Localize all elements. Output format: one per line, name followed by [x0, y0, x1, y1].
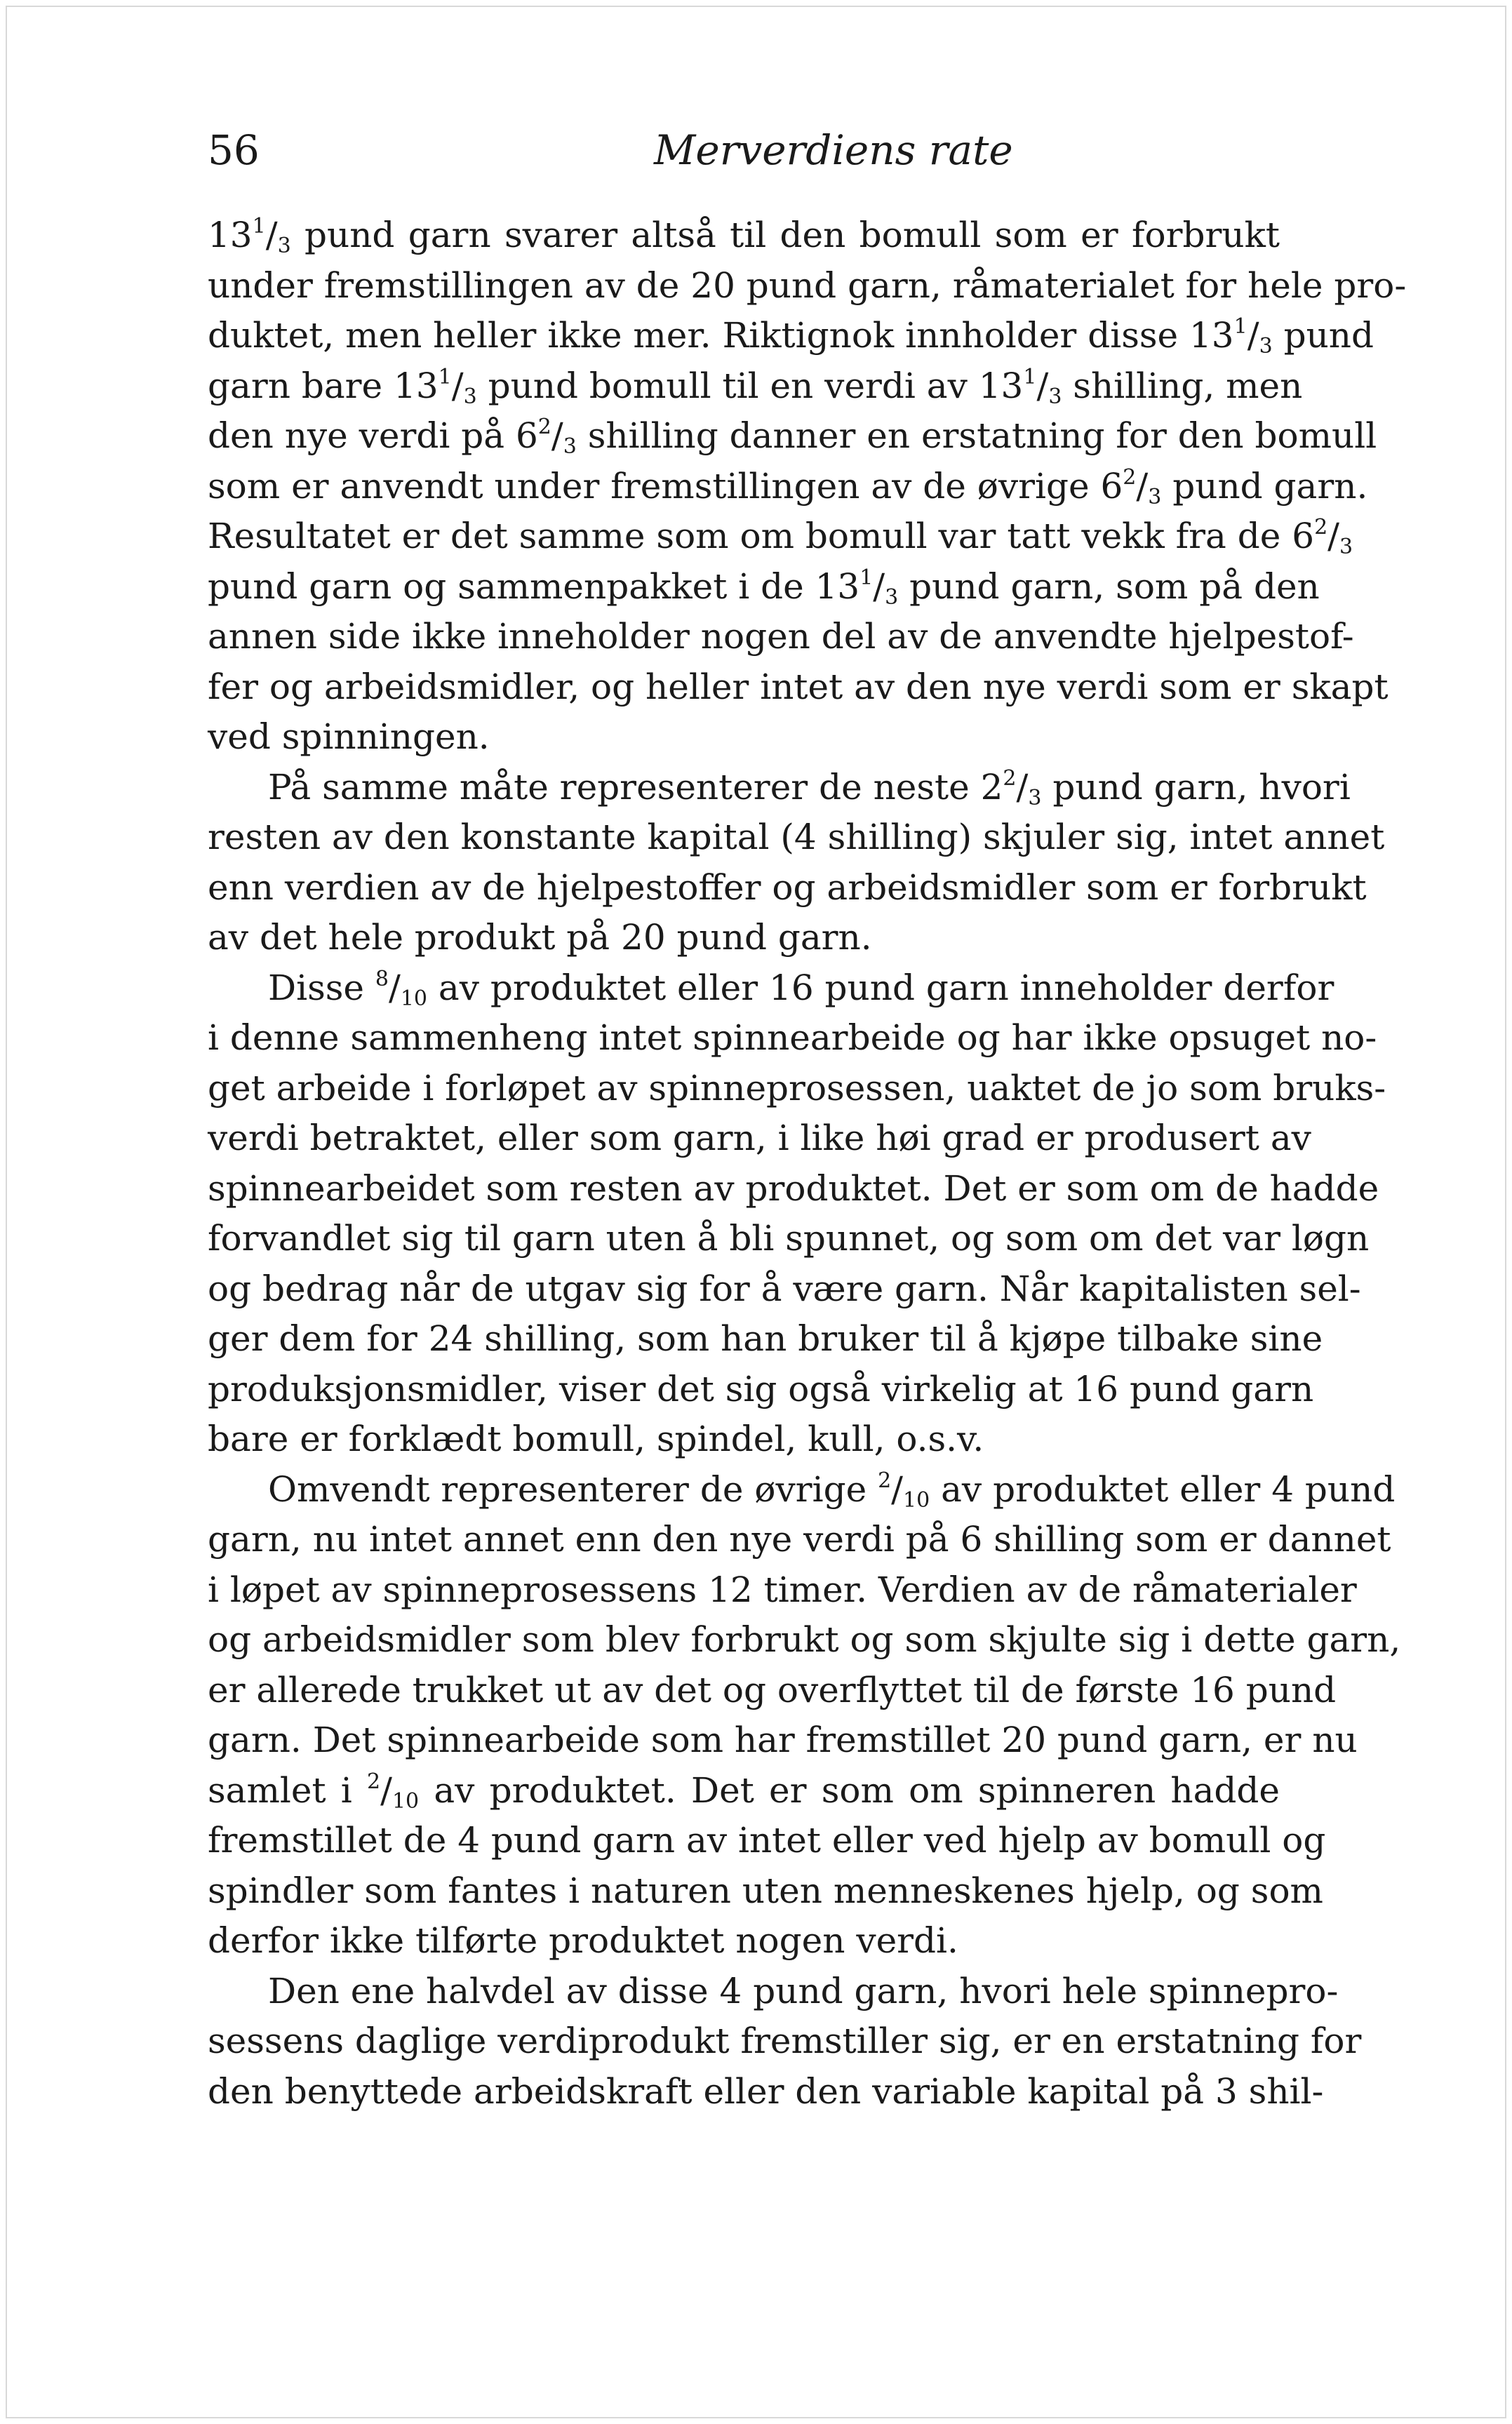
- text-run: resten av den konstante kapital (4 shilling) skjuler sig, intet annet: [208, 817, 1385, 857]
- text-run: under fremstillingen av de 20 pund garn, råmaterialet for hele pro-: [208, 265, 1407, 306]
- text-line: [208, 511, 1353, 562]
- text-line: [208, 1465, 1396, 1515]
- text-line: [208, 1064, 1386, 1114]
- text-run: i løpet av spinneprosessens 12 timer. Verdien av de råmaterialer: [208, 1569, 1357, 1610]
- text-run: /: [380, 1769, 392, 1811]
- fraction-denominator: 3: [277, 234, 291, 258]
- text-line: [208, 1214, 1370, 1264]
- text-run: /: [551, 415, 563, 456]
- text-run: bare er forklædt bomull, spindel, kull, o.s.v.: [208, 1419, 984, 1459]
- text-run: pund garn, hvori: [1041, 766, 1351, 808]
- text-line: [208, 1565, 1357, 1616]
- text-run: garn bare 13: [208, 365, 439, 406]
- text-line: [208, 913, 1280, 963]
- fraction-numerator: 2: [1123, 464, 1137, 490]
- text-line: [208, 1967, 1339, 2017]
- text-run: verdi betraktet, eller som garn, i like høi grad er produsert av: [208, 1118, 1311, 1158]
- text-run: produksjonsmidler, viser det sig også virkelig at 16 pund garn: [208, 1368, 1314, 1409]
- fraction-denominator: 10: [903, 1487, 930, 1513]
- text-run: pund garn og sammenpakket i de 13: [208, 565, 860, 607]
- body-text: [208, 210, 1407, 2117]
- text-run: sessens daglige verdiprodukt fremstiller sig, er en erstatning for: [208, 2021, 1362, 2061]
- text-line: [208, 1365, 1314, 1415]
- text-run: På samme måte representerer de neste 2: [268, 766, 1003, 808]
- fraction-numerator: 1: [252, 214, 266, 239]
- text-run: og bedrag når de utgav sig for å være garn. Når kapitalisten sel-: [208, 1268, 1361, 1309]
- text-line: [208, 612, 1354, 662]
- page-header: [208, 118, 1280, 181]
- text-run: i denne sammenheng intet spinnearbeide og har ikke opsuget no-: [208, 1017, 1377, 1058]
- text-run: pund: [1272, 315, 1374, 356]
- text-run: derfor ikke tilførte produktet nogen verdi.: [208, 1920, 958, 1961]
- fraction-numerator: 1: [859, 565, 874, 590]
- text-line: [208, 1113, 1311, 1164]
- text-run: pund garn, som på den: [898, 565, 1320, 607]
- text-run: /: [1247, 315, 1259, 356]
- text-line: [208, 2067, 1324, 2117]
- fraction-denominator: 3: [1048, 384, 1062, 409]
- text-line: [208, 763, 1351, 813]
- text-run: /: [451, 365, 464, 406]
- fraction-denominator: 3: [463, 384, 477, 409]
- page-number: 56: [208, 126, 260, 174]
- text-run: enn verdien av de hjelpestoffer og arbeidsmidler som er forbrukt: [208, 866, 1367, 908]
- fraction-denominator: 3: [1259, 334, 1273, 359]
- fraction-numerator: 2: [366, 1769, 381, 1794]
- fraction-numerator: 2: [1003, 765, 1017, 791]
- text-run: /: [891, 1468, 904, 1510]
- text-run: 13: [208, 215, 253, 255]
- text-line: [208, 1766, 1280, 1816]
- text-run: som er anvendt under fremstillingen av de øvrige 6: [208, 465, 1123, 507]
- text-run: pund bomull til en verdi av 13: [476, 365, 1024, 406]
- text-run: er allerede trukket ut av det og overflyttet til de første 16 pund: [208, 1669, 1337, 1710]
- text-run: Omvendt representerer de øvrige: [268, 1468, 878, 1510]
- text-line: [208, 361, 1303, 412]
- text-line: [208, 1666, 1337, 1716]
- text-line: [208, 1164, 1379, 1214]
- text-run: shilling, men: [1062, 365, 1303, 406]
- text-run: og arbeidsmidler som blev forbrukt og som skjulte sig i dette garn,: [208, 1619, 1401, 1660]
- fraction-numerator: 8: [375, 966, 389, 991]
- text-run: forvandlet sig til garn uten å bli spunnet, og som om det var løgn: [208, 1218, 1370, 1259]
- text-run: /: [873, 565, 885, 607]
- fraction-numerator: 1: [438, 364, 452, 389]
- text-run: /: [1327, 516, 1340, 556]
- text-run: shilling danner en erstatning for den bomull: [576, 415, 1377, 456]
- text-line: [208, 1615, 1401, 1666]
- text-run: pund garn.: [1161, 465, 1368, 507]
- text-line: [208, 562, 1320, 612]
- text-line: [208, 1414, 1280, 1465]
- text-line: [208, 411, 1377, 462]
- text-run: annen side ikke inneholder nogen del av de anvendte hjelpestof-: [208, 616, 1354, 657]
- text-line: [208, 963, 1334, 1014]
- text-run: den benyttede arbeidskraft eller den variable kapital på 3 shil-: [208, 2070, 1324, 2112]
- text-run: av produktet. Det er som om spinneren hadde: [419, 1769, 1280, 1811]
- text-line: [208, 311, 1374, 361]
- text-line: [208, 261, 1407, 312]
- fraction-denominator: 3: [563, 434, 577, 459]
- text-line: [208, 1916, 1280, 1967]
- text-run: spindler som fantes i naturen uten menneskenes hjelp, og som: [208, 1870, 1323, 1911]
- fraction-denominator: 10: [400, 986, 428, 1011]
- text-run: get arbeide i forløpet av spinneprosessen, uaktet de jo som bruks-: [208, 1067, 1386, 1109]
- running-title: Merverdiens rate: [654, 126, 1013, 174]
- text-line: [208, 1866, 1323, 1917]
- fraction-denominator: 10: [392, 1788, 420, 1814]
- text-line: [208, 662, 1389, 713]
- text-run: /: [388, 967, 401, 1008]
- text-run: duktet, men heller ikke mer. Riktignok innholder disse 13: [208, 315, 1234, 356]
- text-run: garn. Det spinnearbeide som har fremstillet 20 pund garn, er nu: [208, 1720, 1358, 1760]
- text-run: /: [1136, 465, 1149, 507]
- text-run: pund garn svarer altså til den bomull som er forbrukt: [290, 215, 1280, 255]
- fraction-numerator: 2: [878, 1468, 892, 1493]
- fraction-denominator: 3: [885, 584, 899, 610]
- fraction-numerator: 2: [537, 415, 551, 439]
- text-run: av produktet eller 16 pund garn inneholder derfor: [427, 967, 1334, 1008]
- fraction-denominator: 3: [1028, 785, 1042, 810]
- text-line: [208, 812, 1385, 863]
- fraction-numerator: 1: [1023, 364, 1037, 389]
- text-run: ger dem for 24 shilling, som han bruker til å kjøpe tilbake sine: [208, 1318, 1323, 1359]
- text-run: /: [265, 215, 278, 255]
- text-line: [208, 210, 1280, 261]
- fraction-denominator: 3: [1148, 484, 1162, 509]
- text-run: spinnearbeidet som resten av produktet. Det er som om de hadde: [208, 1167, 1379, 1209]
- text-line: [208, 863, 1367, 913]
- text-run: fremstillet de 4 pund garn av intet eller ved hjelp av bomull og: [208, 1820, 1326, 1861]
- text-line: [208, 2016, 1362, 2067]
- text-run: fer og arbeidsmidler, og heller intet av den nye verdi som er skapt: [208, 666, 1389, 707]
- text-run: /: [1016, 766, 1029, 808]
- text-run: av det hele produkt på 20 pund garn.: [208, 917, 872, 958]
- text-line: [208, 1715, 1358, 1766]
- fraction-denominator: 3: [1339, 535, 1353, 559]
- text-line: [208, 1515, 1391, 1565]
- text-run: av produktet eller 4 pund: [930, 1468, 1396, 1510]
- text-line: [208, 1314, 1323, 1365]
- text-run: den nye verdi på 6: [208, 415, 538, 456]
- text-run: samlet i: [208, 1769, 367, 1811]
- text-run: garn, nu intet annet enn den nye verdi på 6 shilling som er dannet: [208, 1519, 1391, 1560]
- text-run: Disse: [268, 967, 375, 1008]
- text-run: Resultatet er det samme som om bomull var tatt vekk fra de 6: [208, 516, 1315, 556]
- text-run: Den ene halvdel av disse 4 pund garn, hvori hele spinnepro-: [268, 1970, 1339, 2011]
- text-line: [208, 1816, 1326, 1866]
- text-line: [208, 1264, 1361, 1315]
- fraction-numerator: 2: [1314, 515, 1328, 540]
- text-line: [208, 462, 1368, 512]
- text-run: /: [1036, 365, 1049, 406]
- text-run: ved spinningen.: [208, 716, 490, 757]
- text-line: [208, 1013, 1377, 1064]
- fraction-numerator: 1: [1233, 314, 1247, 339]
- text-line: [208, 712, 1280, 763]
